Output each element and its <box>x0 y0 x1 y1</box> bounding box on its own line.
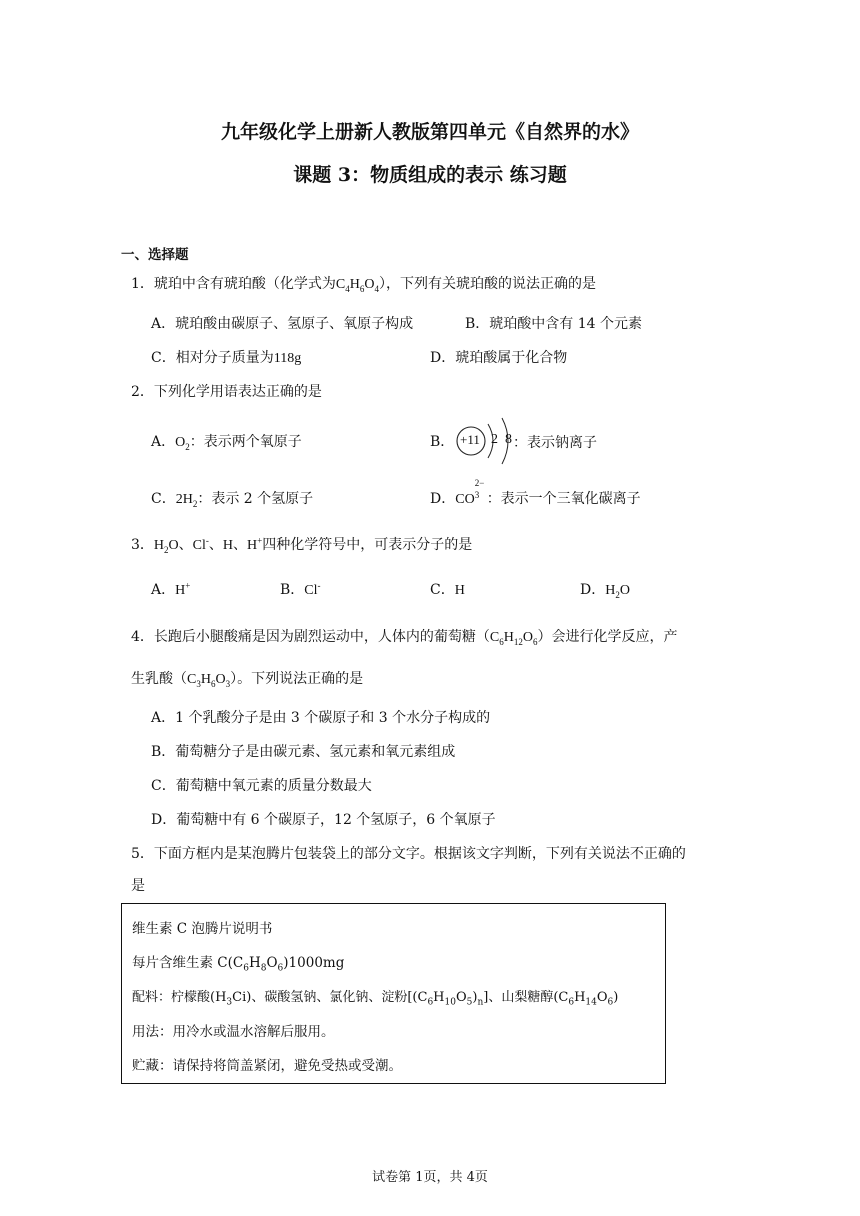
question-4-line-1: 4．长跑后小腿酸痛是因为剧烈运动中，人体内的葡萄糖$(C_6H_{12}O_6)$会进行化学反应，产 <box>131 629 678 647</box>
label-content: 每片含维生素 $C(C_6H_8O_6)1000mg$ <box>132 955 345 974</box>
shell-1-electrons: 2 <box>491 432 498 447</box>
q3-option-c[interactable]: C．H <box>430 582 465 598</box>
q1-option-a[interactable]: A．琥珀酸由碳原子、氢原子、氧原子构成 <box>151 316 414 332</box>
chem-formula-lactic-acid: $C_3H_6O_3$ <box>187 672 231 689</box>
q3-option-d[interactable]: D．$H_2O$ <box>580 582 630 600</box>
chem-formula-2h2: $2H_2$ <box>175 492 198 509</box>
q2-option-d[interactable]: D．CO 2− 3 ：表示一个三氧化碳离子 <box>430 478 641 507</box>
q2-option-c[interactable]: C．$2H_2$：表示 2 个氢原子 <box>151 491 314 509</box>
page-footer: 试卷第 1页，共 4页 <box>372 1170 488 1185</box>
q1-option-b[interactable]: B．琥珀酸中含有 14 个元素 <box>465 316 643 332</box>
question-text: 琥珀中含有琥珀酸（化学式为 <box>153 276 336 292</box>
label-usage: 用法：用冷水或温水溶解后服用。 <box>132 1024 335 1040</box>
document-title: 九年级化学上册新人教版第四单元《自然界的水》 <box>220 121 639 143</box>
nucleus-charge: +11 <box>460 432 480 447</box>
label-ingredients: 配料：柠檬酸$(H_3Ci)$、碳酸氢钠、氯化钠、淀粉$[(C_6H_{10}O_5)_n]$、山梨糖醇$(C_6H_{14}O_6)$ <box>132 990 619 1008</box>
chem-formula-carbonate: CO 2− 3 <box>455 478 485 507</box>
q4-option-b[interactable]: B．葡萄糖分子是由碳元素、氢元素和氧元素组成 <box>151 744 456 760</box>
q1-option-d[interactable]: D．琥珀酸属于化合物 <box>430 350 568 366</box>
q2-option-a[interactable]: A．$O_2$：表示两个氧原子 <box>151 434 302 452</box>
q4-option-c[interactable]: C．葡萄糖中氧元素的质量分数最大 <box>151 778 372 794</box>
chem-formula-o2: $O_2$ <box>175 435 190 452</box>
label-title: 维生素 C 泡腾片说明书 <box>132 921 273 937</box>
shell-2-electrons: 8 <box>505 432 512 447</box>
question-4-line-2: 生乳酸$(C_3H_6O_3)$。下列说法正确的是 <box>131 671 364 689</box>
q3-option-a[interactable]: A．H+ <box>151 580 191 598</box>
question-3: 3．$H_2O$、Cl-、H、H+四种化学符号中，可表示分子的是 <box>131 535 473 555</box>
question-5-line-2: 是 <box>131 878 145 894</box>
q1-option-c[interactable] <box>151 348 301 369</box>
q3-option-b[interactable]: B．Cl- <box>280 580 321 598</box>
chem-formula-succinic-acid: $C_4H_6O_4$ <box>335 277 380 294</box>
q2-option-b[interactable]: B． <box>430 434 455 450</box>
chem-symbol-cl-ion: Cl- <box>192 535 209 553</box>
question-1 <box>131 274 596 295</box>
sodium-ion-structure-diagram <box>452 411 612 471</box>
chem-symbol-h: H <box>222 538 234 553</box>
option-b-text: ：表示钠离子 <box>513 435 597 451</box>
option-value: 118g <box>273 351 302 366</box>
document-subtitle: 课题 3：物质组成的表示 练习题 <box>293 164 567 186</box>
question-5-line-1: 5．下面方框内是某泡腾片包装袋上的部分文字。根据该文字判断，下列有关说法不正确的 <box>131 846 686 862</box>
chem-formula-glucose: $C_6H_{12}O_6$ <box>489 630 538 647</box>
question-2: 2．下列化学用语表达正确的是 <box>131 384 322 400</box>
chem-symbol-h-ion: H+ <box>247 535 263 553</box>
label-storage: 贮藏：请保持将筒盖紧闭，避免受热或受潮。 <box>132 1058 402 1074</box>
chem-formula-h2o: $H_2O$ <box>153 538 179 555</box>
option-label: C．相对分子质量为 <box>151 350 274 366</box>
q4-option-d[interactable]: D．葡萄糖中有 6 个碳原子，12 个氢原子，6 个氧原子 <box>151 812 496 828</box>
section-heading-choice: 一、选择题 <box>121 247 189 263</box>
question-number: 1． <box>131 276 154 292</box>
product-label-box <box>121 903 666 1084</box>
question-text: ），下列有关琥珀酸的说法正确的是 <box>379 276 597 292</box>
q4-option-a[interactable]: A．1 个乳酸分子是由 3 个碳原子和 3 个水分子构成的 <box>151 710 491 726</box>
